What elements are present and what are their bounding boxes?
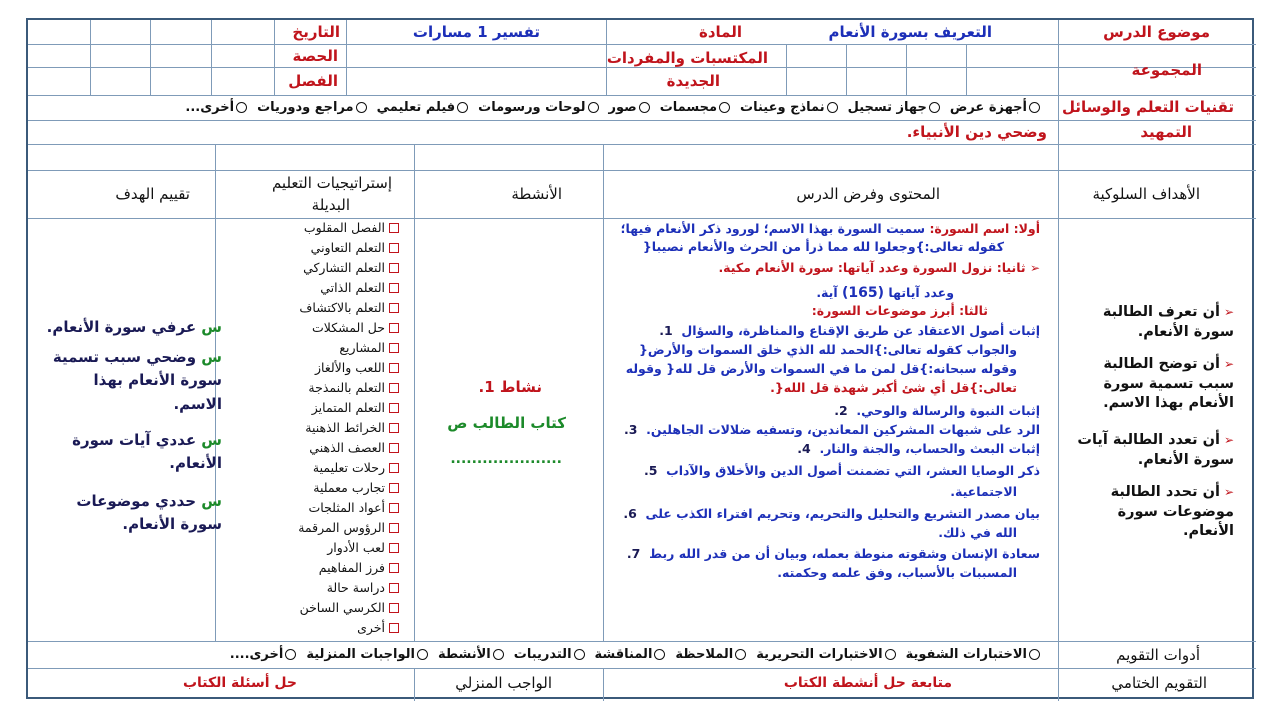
tool-option[interactable]: مراجع ودوريات xyxy=(257,100,367,115)
strategy-item[interactable]: التعلم بالنمذجة xyxy=(308,382,399,395)
tool-option[interactable]: لوحات ورسومات xyxy=(478,100,598,115)
content-item-1-l2: والجواب كقوله تعالى:}الحمد لله الذي خلق السموات والأرض{ xyxy=(639,342,1017,357)
col-activities: الأنشطة xyxy=(511,185,562,203)
col-strategies-1: إستراتيجيات التعليم xyxy=(271,174,392,192)
objective-4: ➢أن تحدد الطالبة موضوعات سورة الأنعام. xyxy=(1110,484,1234,540)
strategy-item[interactable]: لعب الأدوار xyxy=(327,542,399,555)
content-item-5: ذكر الوصايا العشر، التي تضمنت أصول الدين والأخلاق والآداب 5. xyxy=(644,463,1040,478)
evaluation-4: س حددي موضوعات سورة الأنعام. xyxy=(76,492,222,534)
content-item-1-l3: وقوله سبحانه:}قل لمن ما في السموات والأرض قل لله{ وقوله xyxy=(625,361,1017,376)
strategy-item[interactable]: الفصل المقلوب xyxy=(304,222,399,235)
subject-label: المادة xyxy=(698,23,742,41)
content-item-7-l2: المسببات بالأسباب، وفق علمه وحكمته. xyxy=(777,565,1017,580)
strategy-item[interactable]: التعلم المتمايز xyxy=(312,402,399,415)
group-label: المجموعة xyxy=(1131,61,1202,79)
evaluation-1: س عرفي سورة الأنعام. xyxy=(46,318,222,336)
activity-book: كتاب الطالب ص xyxy=(447,414,566,432)
activity-dots: ..................... xyxy=(450,451,562,467)
period-label: الحصة xyxy=(292,47,338,65)
assessment-options xyxy=(230,647,1040,662)
content-item-6-l2: الله في ذلك. xyxy=(938,525,1017,540)
col-evaluation: تقييم الهدف xyxy=(115,185,190,203)
tool-option[interactable]: نماذج وعينات xyxy=(740,100,838,115)
objective-2: ➢أن توضح الطالبة سبب تسمية سورة الأنعام بهذا الاسم. xyxy=(1103,356,1234,412)
content-line-1: أولا: اسم السورة: سميت السورة بهذا الاسم؛ لورود ذكر الأنعام فيها؛ xyxy=(620,221,1040,236)
tool-option[interactable]: أخرى... xyxy=(185,100,247,115)
content-line-4: وعدد آياتها (165) آية. xyxy=(816,285,954,301)
strategy-item[interactable]: المشاريع xyxy=(339,342,399,355)
strategy-item[interactable]: التعلم بالاكتشاف xyxy=(299,302,399,315)
homework-label: الواجب المنزلي xyxy=(455,674,552,692)
strategy-item[interactable]: التعلم التشاركي xyxy=(303,262,399,275)
vocab-label-2: الجديدة xyxy=(666,72,720,90)
evaluation-2: س وضحي سبب تسمية سورة الأنعام بهذا الاسم. xyxy=(52,348,222,413)
strategy-item[interactable]: التعلم التعاوني xyxy=(311,242,399,255)
assessment-option[interactable]: المناقشة xyxy=(595,647,666,662)
content-item-2: إثبات النبوة والرسالة والوحي. 2. xyxy=(834,403,1040,418)
col-objectives: الأهداف السلوكية xyxy=(1092,185,1200,203)
content-item-1: إثبات أصول الاعتقاد عن طريق الإقناع والمناظرة، والسؤال 1. xyxy=(659,323,1040,338)
content-line-3: ➢ ثانيا: نزول السورة وعدد آياتها: سورة الأنعام مكية. xyxy=(718,260,1040,275)
tool-option[interactable]: فيلم تعليمي xyxy=(377,100,469,115)
strategy-item[interactable]: دراسة حالة xyxy=(327,582,399,595)
strategy-item[interactable]: الخرائط الذهنية xyxy=(305,422,399,435)
strategy-item[interactable]: التعلم الذاتي xyxy=(320,282,399,295)
activity-title: نشاط 1. xyxy=(478,378,542,396)
final-value: متابعة حل أنشطة الكتاب xyxy=(783,675,952,691)
content-item-1-l4: تعالى:}قل أي شئ أكبر شهدة قل الله{. xyxy=(770,380,1017,395)
intro-value: وضحي دين الأنبياء. xyxy=(906,123,1047,141)
strategy-item[interactable]: أخرى xyxy=(357,622,399,635)
content-item-4: إثبات البعث والحساب، والجنة والنار. 4. xyxy=(797,441,1040,456)
col-content: المحتوى وفرض الدرس xyxy=(796,185,940,203)
intro-label: التمهيد xyxy=(1140,123,1192,141)
col-strategies-2: البديلة xyxy=(311,196,350,214)
final-label: التقويم الختامي xyxy=(1111,674,1207,692)
date-label: التاريخ xyxy=(292,23,340,41)
strategy-item[interactable]: اللعب والألغاز xyxy=(315,362,399,375)
lesson-topic-value: التعريف بسورة الأنعام xyxy=(828,23,992,41)
strategy-item[interactable]: رحلات تعليمية xyxy=(313,462,399,475)
tools-label: تقنيات التعلم والوسائل xyxy=(1062,98,1234,116)
objective-3: ➢أن تعدد الطالبة آيات سورة الأنعام. xyxy=(1077,432,1234,468)
subject-value: تفسير 1 مسارات xyxy=(412,23,540,41)
assessment-option[interactable]: أخرى.... xyxy=(230,647,297,662)
content-line-2: كقوله تعالى:}وجعلوا لله مما ذرأ من الحرث والأنعام نصيبا{ xyxy=(642,239,1004,254)
evaluation-3: س عددي آيات سورة الأنعام. xyxy=(72,431,222,473)
tool-option[interactable]: جهاز تسجيل xyxy=(848,100,940,115)
content-item-3: الرد على شبهات المشركين المعاندين، وتسفيه ضلالات الجاهلين. 3. xyxy=(623,422,1040,437)
class-label: الفصل xyxy=(288,72,338,90)
lesson-plan-sheet xyxy=(26,18,1254,699)
tool-option[interactable]: صور xyxy=(609,100,650,115)
assessment-option[interactable]: الملاحظة xyxy=(675,647,746,662)
assessment-option[interactable]: الاختبارات الشفوية xyxy=(906,647,1040,662)
strategy-item[interactable]: أعواد المثلجات xyxy=(309,502,399,515)
tools-options xyxy=(185,100,1040,115)
homework-value: حل أسئلة الكتاب xyxy=(182,675,297,691)
tool-option[interactable]: أجهزة عرض xyxy=(950,100,1040,115)
strategy-item[interactable]: الرؤوس المرقمة xyxy=(298,522,399,535)
content-line-5: ثالثا: أبرز موضوعات السورة: xyxy=(811,303,988,318)
vocab-label-1: المكتسبات والمفردات xyxy=(606,49,768,67)
strategy-item[interactable]: العصف الذهني xyxy=(309,442,399,455)
assessment-tools-label: أدوات التقويم xyxy=(1116,646,1200,664)
strategy-item[interactable]: فرز المفاهيم xyxy=(319,562,399,575)
assessment-option[interactable]: الواجبات المنزلية xyxy=(306,647,428,662)
assessment-option[interactable]: الأنشطة xyxy=(438,647,504,662)
strategy-item[interactable]: تجارب معملية xyxy=(313,482,399,495)
lesson-topic-label: موضوع الدرس xyxy=(1103,23,1210,41)
assessment-option[interactable]: التدريبات xyxy=(514,647,585,662)
objective-1: ➢أن تعرف الطالبة سورة الأنعام. xyxy=(1102,304,1234,340)
strategy-item[interactable]: الكرسي الساخن xyxy=(300,602,399,615)
assessment-option[interactable]: الاختبارات التحريرية xyxy=(756,647,895,662)
content-item-7: سعادة الإنسان وشقوته منوطة بعمله، وبيان أن من قدر الله ربط 7. xyxy=(626,546,1040,561)
content-item-5-l2: الاجتماعية. xyxy=(950,484,1017,499)
strategy-item[interactable]: حل المشكلات xyxy=(312,322,399,335)
content-item-6: بيان مصدر التشريع والتحليل والتحريم، وتحريم افتراء الكذب على 6. xyxy=(623,506,1040,521)
tool-option[interactable]: مجسمات xyxy=(660,100,730,115)
